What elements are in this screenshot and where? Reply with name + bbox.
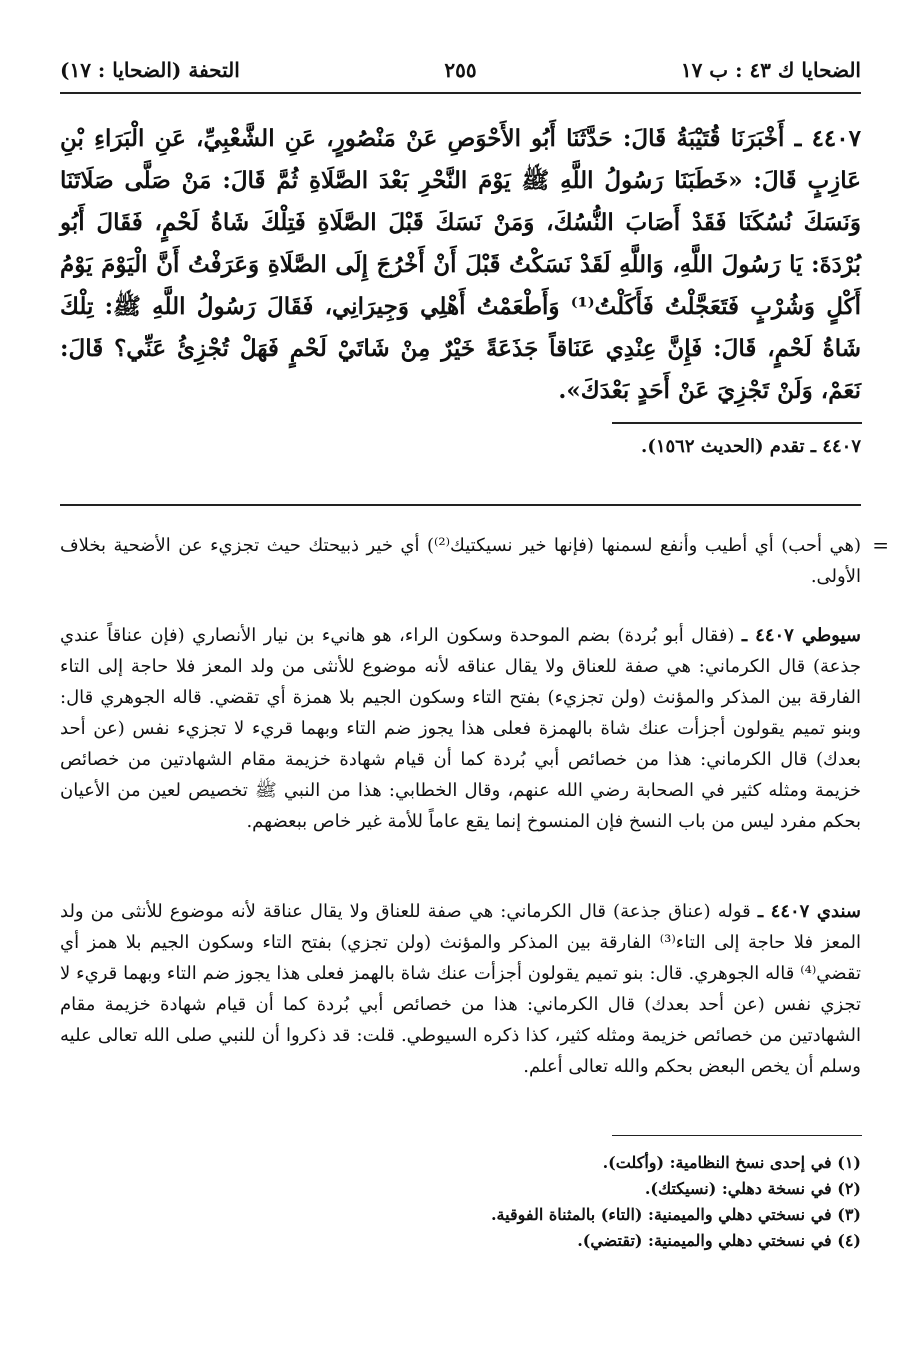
hadith-text — [60, 118, 861, 412]
footnotes — [60, 1150, 861, 1254]
sindi-lead: سندي ٤٤٠٧ ـ — [757, 901, 861, 922]
hadith-body: أَخْبَرَنَا قُتَيْبَةُ قَالَ: حَدَّثَنَا أَبُو الأَحْوَصِ عَنْ مَنْصُورٍ، عَنِ الشَّعْبِيِّ، عَنِ الْبَرَاءِ بْنِ عَازِبٍ قَالَ: «خَطَبَنَا رَسُولُ اللَّهِ ﷺ يَوْمَ النَّحْرِ بَعْدَ الصَّلَاةِ ثُمَّ قَالَ: مَنْ صَلَّى صَلَاتَنَا وَنَسَكَ نُسُكَنَا فَقَدْ أَصَابَ النُّسُكَ، وَمَنْ نَسَكَ قَبْلَ الصَّلَاةِ فَتِلْكَ شَاةُ لَحْمٍ، فَقَالَ أَبُو بُرْدَةَ: يَا رَسُولَ اللَّهِ، وَاللَّهِ لَقَدْ نَسَكْتُ قَبْلَ أَنْ أَخْرُجَ إِلَى الصَّلَاةِ وَعَرَفْتُ أَنَّ الْيَوْمَ يَوْمُ أَكْلٍ وَشُرْبٍ فَتَعَجَّلْتُ فَأَكَلْتُ⁽¹⁾ وَأَطْعَمْتُ أَهْلِي وَجِيرَانِي، فَقَالَ رَسُولُ اللَّهِ ﷺ: تِلْكَ شَاةُ لَحْمٍ، قَالَ: فَإِنَّ عِنْدِي عَنَاقاً جَذَعَةً خَيْرٌ مِنْ شَاتَيْ لَحْمٍ فَهَلْ تُجْزِئُ عَنِّي؟ قَالَ: نَعَمْ، وَلَنْ تَجْزِيَ عَنْ أَحَدٍ بَعْدَكَ». — [60, 125, 861, 404]
page-header — [60, 52, 861, 92]
header-divider — [60, 92, 861, 94]
commentary-p2: (فقال أبو بُردة) بضم الموحدة وسكون الراء، هو هانيء بن نيار الأنصاري (فإن عناقاً عندي جذعة) قال الكرماني: هي صفة للعناق ولا يقال عناقه لأنه موضوع للأنثى من ولد المعز فلا حاجة إلى التاء الفارقة بين المذكر والمؤنث (ولن تجزيء) بفتح التاء وسكون الجيم بلا همزة أي تقضي. قاله الجوهري قال: وبنو تميم يقولون أجزأت عنك شاة بالهمزة فعلى هذا يجوز ضم التاء وبهما قريء لا تجزيء نفس (عن أحد بعدك) قال الكرماني: هذا من خصائص أبي بُردة كما أن قيام شهادة خزيمة مقام الشهادتين من خصائص خزيمة ومثله كثير في الصحابة رضي الله عنهم، وقال الخطابي: هذا من النبي ﷺ تخصيص لعين من الأعيان بحكم مفرد ليس من باب النسخ فإن المنسوخ إنما يقع عاماً للأمة غير خاص ببعضهم. — [60, 625, 861, 832]
commentary-suyuti — [60, 620, 861, 837]
footnote-4: (٤) في نسختي دهلي والميمنية: (تقتضي). — [577, 1231, 861, 1250]
commentary-sindi — [60, 896, 861, 1082]
page-number: ٢٥٥ — [444, 58, 477, 82]
footnote-2: (٢) في نسخة دهلي: (نسيكتك). — [644, 1179, 861, 1198]
hadith-number: ٤٤٠٧ ـ — [794, 125, 861, 152]
commentary-divider — [60, 504, 861, 506]
commentary-p3: قوله (عناق جذعة) قال الكرماني: هي صفة للعناق ولا يقال عناقة لأنه موضوع للأنثى من ولد المعز فلا حاجة إلى التاء⁽³⁾ الفارقة بين المذكر والمؤنث (ولن تجزي) بفتح التاء وسكون الجيم بلا همز أي تقضي⁽⁴⁾ قاله الجوهري. قال: بنو تميم يقولون أجزأت عنك شاة بالهمز فعلى هذا يجوز ضم التاء وبهما قريء لا تجزي نفس (عن أحد بعدك) قال الكرماني: هذا من خصائص أبي بُردة كما أن قيام شهادة خزيمة مقام الشهادتين من خصائص خزيمة ومثله كثير، كذا ذكره السيوطي. قلت: قد ذكروا أن للنبي صلى الله تعالى عليه وسلم أن يخص البعض بحكم والله تعالى أعلم. — [60, 901, 861, 1077]
reference-divider — [612, 422, 862, 424]
header-tuhfa-ref: التحفة (الضحايا : ١٧) — [60, 58, 240, 82]
footnote-1: (١) في إحدى نسخ النظامية: (وأكلت). — [602, 1153, 861, 1172]
continuation-mark: = — [872, 533, 889, 557]
footnote-3: (٣) في نسختي دهلي والميمنية: (التاء) بالمثناة الفوقية. — [490, 1205, 861, 1224]
suyuti-lead: سيوطي ٤٤٠٧ ـ — [741, 625, 861, 646]
footnotes-divider — [612, 1135, 862, 1136]
hadith-reference: ٤٤٠٧ ـ تقدم (الحديث ١٥٦٢). — [641, 436, 861, 457]
commentary-continuation — [60, 530, 889, 592]
header-chapter-ref: الضحايا ك ٤٣ : ب ١٧ — [680, 58, 861, 82]
commentary-p1: (هي أحب) أي أطيب وأنفع لسمنها (فإنها خير نسيكتيك⁽²⁾) أي خير ذبيحتك حيث تجزيء عن الأضحية بخلاف الأولى. — [60, 535, 861, 587]
